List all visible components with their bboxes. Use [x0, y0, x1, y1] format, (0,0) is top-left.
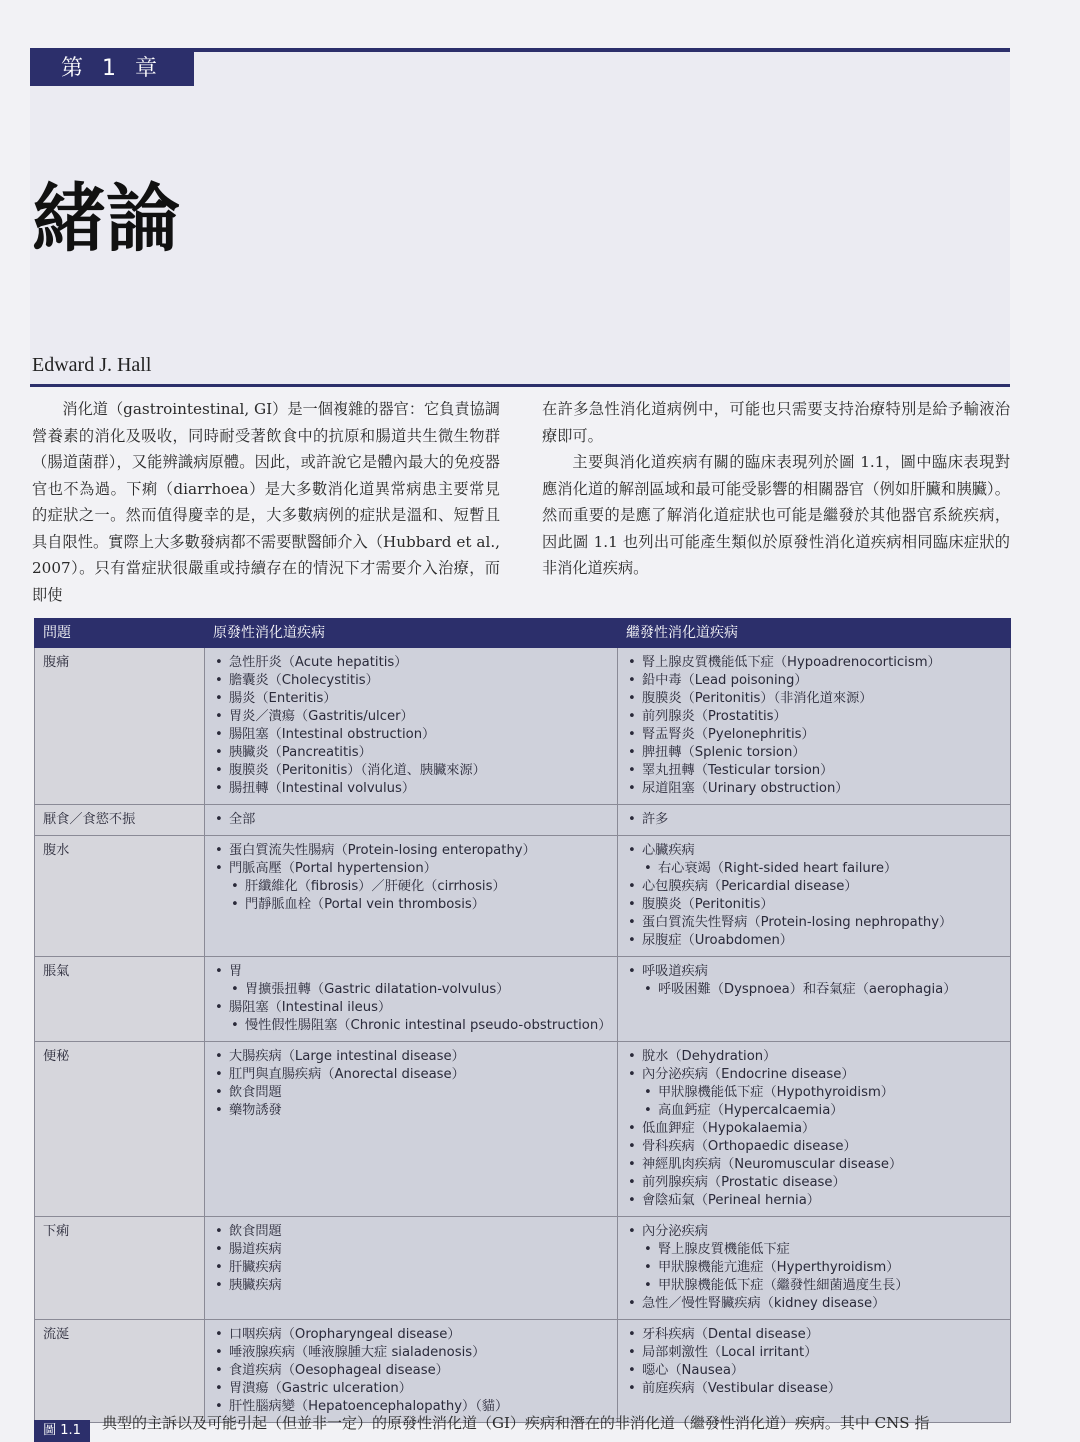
header-primary: 原發性消化道疾病 [205, 619, 618, 648]
chapter-title: 緒論 [32, 176, 180, 262]
list-item: • 門靜脈血栓（Portal vein thrombosis） [213, 896, 609, 914]
secondary-list [626, 842, 1002, 950]
table-row [35, 957, 1011, 1042]
list-item: • 蛋白質流失性腎病（Protein-losing nephropathy） [626, 914, 1002, 932]
list-item: • 膽囊炎（Cholecystitis） [213, 672, 609, 690]
secondary-cell [618, 805, 1011, 836]
list-item: • 口咽疾病（Oropharyngeal disease） [213, 1326, 609, 1344]
author-name: Edward J. Hall [32, 354, 152, 376]
secondary-cell [618, 648, 1011, 805]
list-item: • 鉛中毒（Lead poisoning） [626, 672, 1002, 690]
list-item: • 腸阻塞（Intestinal obstruction） [213, 726, 609, 744]
list-item: • 胃擴張扭轉（Gastric dilatation-volvulus） [213, 981, 609, 999]
list-item: • 飲食問題 [213, 1084, 609, 1102]
list-item: • 腹膜炎（Peritonitis） [626, 896, 1002, 914]
list-item: • 許多 [626, 811, 1002, 829]
list-item: • 局部刺激性（Local irritant） [626, 1344, 1002, 1362]
list-item: • 大腸疾病（Large intestinal disease） [213, 1048, 609, 1066]
list-item: • 甲狀腺機能亢進症（Hyperthyroidism） [626, 1259, 1002, 1277]
secondary-cell [618, 836, 1011, 957]
list-item: • 腎上腺皮質機能低下症（Hypoadrenocorticism） [626, 654, 1002, 672]
header-secondary: 繼發性消化道疾病 [618, 619, 1011, 648]
list-item: • 腸炎（Enteritis） [213, 690, 609, 708]
chapter-label: 第 1 章 [30, 52, 194, 86]
list-item: • 肝臟疾病 [213, 1259, 609, 1277]
list-item: • 脾扭轉（Splenic torsion） [626, 744, 1002, 762]
problem-cell: 腹水 [35, 836, 205, 957]
list-item: • 唾液腺疾病（唾液腺腫大症 sialadenosis） [213, 1344, 609, 1362]
list-item: • 胃炎／潰瘍（Gastritis/ulcer） [213, 708, 609, 726]
list-item: • 肝纖維化（fibrosis）／肝硬化（cirrhosis） [213, 878, 609, 896]
list-item: • 腸阻塞（Intestinal ileus） [213, 999, 609, 1017]
primary-list [213, 1048, 609, 1120]
list-item: • 心包膜疾病（Pericardial disease） [626, 878, 1002, 896]
primary-list [213, 963, 612, 1035]
primary-cell [205, 805, 618, 836]
body-column-right [542, 396, 1010, 582]
list-item: • 急性／慢性腎臟疾病（kidney disease） [626, 1295, 1002, 1313]
list-item: • 藥物誘發 [213, 1102, 609, 1120]
primary-list [213, 654, 609, 798]
secondary-cell [618, 1042, 1011, 1217]
list-item: • 前列腺炎（Prostatitis） [626, 708, 1002, 726]
list-item: • 內分泌疾病 [626, 1223, 1002, 1241]
list-item: • 腸扭轉（Intestinal volvulus） [213, 780, 609, 798]
table-row [35, 648, 1011, 805]
problem-cell: 脹氣 [35, 957, 205, 1042]
problem-cell: 腹痛 [35, 648, 205, 805]
list-item: • 低血鉀症（Hypokalaemia） [626, 1120, 1002, 1138]
problem-cell: 厭食／食慾不振 [35, 805, 205, 836]
secondary-cell [618, 1320, 1011, 1423]
table-row [35, 1217, 1011, 1320]
list-item: • 門脈高壓（Portal hypertension） [213, 860, 609, 878]
list-item: • 胰臟炎（Pancreatitis） [213, 744, 609, 762]
table-row [35, 1320, 1011, 1423]
list-item: • 肛門與直腸疾病（Anorectal disease） [213, 1066, 609, 1084]
list-item: • 尿道阻塞（Urinary obstruction） [626, 780, 1002, 798]
header-problem: 問題 [35, 619, 205, 648]
list-item: • 飲食問題 [213, 1223, 609, 1241]
list-item: • 高血鈣症（Hypercalcaemia） [626, 1102, 1002, 1120]
primary-cell [205, 1217, 618, 1320]
table-row [35, 1042, 1011, 1217]
secondary-cell [618, 957, 1011, 1042]
list-item: • 尿腹症（Uroabdomen） [626, 932, 1002, 950]
list-item: • 全部 [213, 811, 609, 829]
table-row [35, 805, 1011, 836]
table-header-row [35, 619, 1011, 648]
list-item: • 睪丸扭轉（Testicular torsion） [626, 762, 1002, 780]
list-item: • 牙科疾病（Dental disease） [626, 1326, 1002, 1344]
list-item: • 內分泌疾病（Endocrine disease） [626, 1066, 1002, 1084]
problem-cell: 下痢 [35, 1217, 205, 1320]
list-item: • 前列腺疾病（Prostatic disease） [626, 1174, 1002, 1192]
intro-paragraph: 消化道（gastrointestinal, GI）是一個複雜的器官：它負責協調營養素的消化及吸收，同時耐受著飲食中的抗原和腸道共生微生物群（腸道菌群），又能辨識病原體。因此，或許說它是體內最大的免疫器官也不為過。下痢（diarrhoea）是大多數消化道異常病患主要常見的症狀之一。然而值得慶幸的是，大多數病例的症狀是溫和、短暫且具自限性。實際上大多數發病都不需要獸醫師介入（Hubbard et al., 2007）。只有當症狀很嚴重或持續存在的情況下才需要介入治療，而即使 [32, 400, 500, 604]
list-item: • 神經肌肉疾病（Neuromuscular disease） [626, 1156, 1002, 1174]
secondary-cell [618, 1217, 1011, 1320]
list-item: • 甲狀腺機能低下症（繼發性細菌過度生長） [626, 1277, 1002, 1295]
list-item: • 食道疾病（Oesophageal disease） [213, 1362, 609, 1380]
primary-cell [205, 1042, 618, 1217]
primary-cell [205, 648, 618, 805]
list-item: • 骨科疾病（Orthopaedic disease） [626, 1138, 1002, 1156]
continued-paragraph: 在許多急性消化道病例中，可能也只需要支持治療特別是給予輸液治療即可。 [542, 400, 1010, 445]
list-item: • 呼吸困難（Dyspnoea）和吞氣症（aerophagia） [626, 981, 1002, 999]
primary-list [213, 1223, 609, 1295]
secondary-list [626, 811, 1002, 829]
list-item: • 慢性假性腸阻塞（Chronic intestinal pseudo-obstruction） [213, 1017, 609, 1035]
primary-cell [205, 1320, 618, 1423]
primary-cell [205, 957, 618, 1042]
list-item: • 腸道疾病 [213, 1241, 609, 1259]
list-item: • 會陰疝氣（Perineal hernia） [626, 1192, 1002, 1210]
list-item: • 腹膜炎（Peritonitis）（消化道、胰臟來源） [213, 762, 609, 780]
list-item: • 脫水（Dehydration） [626, 1048, 1002, 1066]
secondary-list [626, 1223, 1002, 1313]
table-row [35, 836, 1011, 957]
list-item: • 胃潰瘍（Gastric ulceration） [213, 1380, 609, 1398]
problem-cell: 便秘 [35, 1042, 205, 1217]
author-rule [30, 384, 1010, 387]
list-item: • 腹膜炎（Peritonitis）（非消化道來源） [626, 690, 1002, 708]
figure-caption: 典型的主訴以及可能引起（但並非一定）的原發性消化道（GI）疾病和潛在的非消化道（繼發性消化道）疾病。其中 CNS 指 [102, 1414, 930, 1432]
secondary-list [626, 1048, 1002, 1210]
list-item: • 腎盂腎炎（Pyelonephritis） [626, 726, 1002, 744]
list-item: • 急性肝炎（Acute hepatitis） [213, 654, 609, 672]
figure-label: 圖 1.1 [34, 1420, 90, 1442]
problem-cell: 流涎 [35, 1320, 205, 1423]
list-item: • 噁心（Nausea） [626, 1362, 1002, 1380]
primary-cell [205, 836, 618, 957]
list-item: • 前庭疾病（Vestibular disease） [626, 1380, 1002, 1398]
list-item: • 胃 [213, 963, 609, 981]
clinical-signs-table [34, 618, 1011, 1423]
secondary-list [626, 654, 1002, 798]
list-item: • 蛋白質流失性腸病（Protein-losing enteropathy） [213, 842, 609, 860]
list-item: • 胰臟疾病 [213, 1277, 609, 1295]
secondary-list [626, 1326, 1002, 1398]
list-item: • 甲狀腺機能低下症（Hypothyroidism） [626, 1084, 1002, 1102]
list-item: • 腎上腺皮質機能低下症 [626, 1241, 1002, 1259]
secondary-list [626, 963, 1002, 999]
table-body [35, 648, 1011, 1423]
figure-reference-paragraph: 主要與消化道疾病有關的臨床表現列於圖 1.1，圖中臨床表現對應消化道的解剖區域和最可能受影響的相關器官（例如肝臟和胰臟）。然而重要的是應了解消化道症狀也可能是繼發於其他器官系統疾病，因此圖 1.1 也列出可能產生類似於原發性消化道疾病相同臨床症狀的非消化道疾病。 [542, 453, 1010, 577]
primary-list [213, 1326, 609, 1416]
body-column-left [32, 396, 500, 608]
list-item: • 肝性腦病變（Hepatoencephalopathy）（貓） [213, 1398, 609, 1416]
list-item: • 右心衰竭（Right-sided heart failure） [626, 860, 1002, 878]
primary-list [213, 811, 609, 829]
list-item: • 呼吸道疾病 [626, 963, 1002, 981]
list-item: • 心臟疾病 [626, 842, 1002, 860]
primary-list [213, 842, 609, 914]
